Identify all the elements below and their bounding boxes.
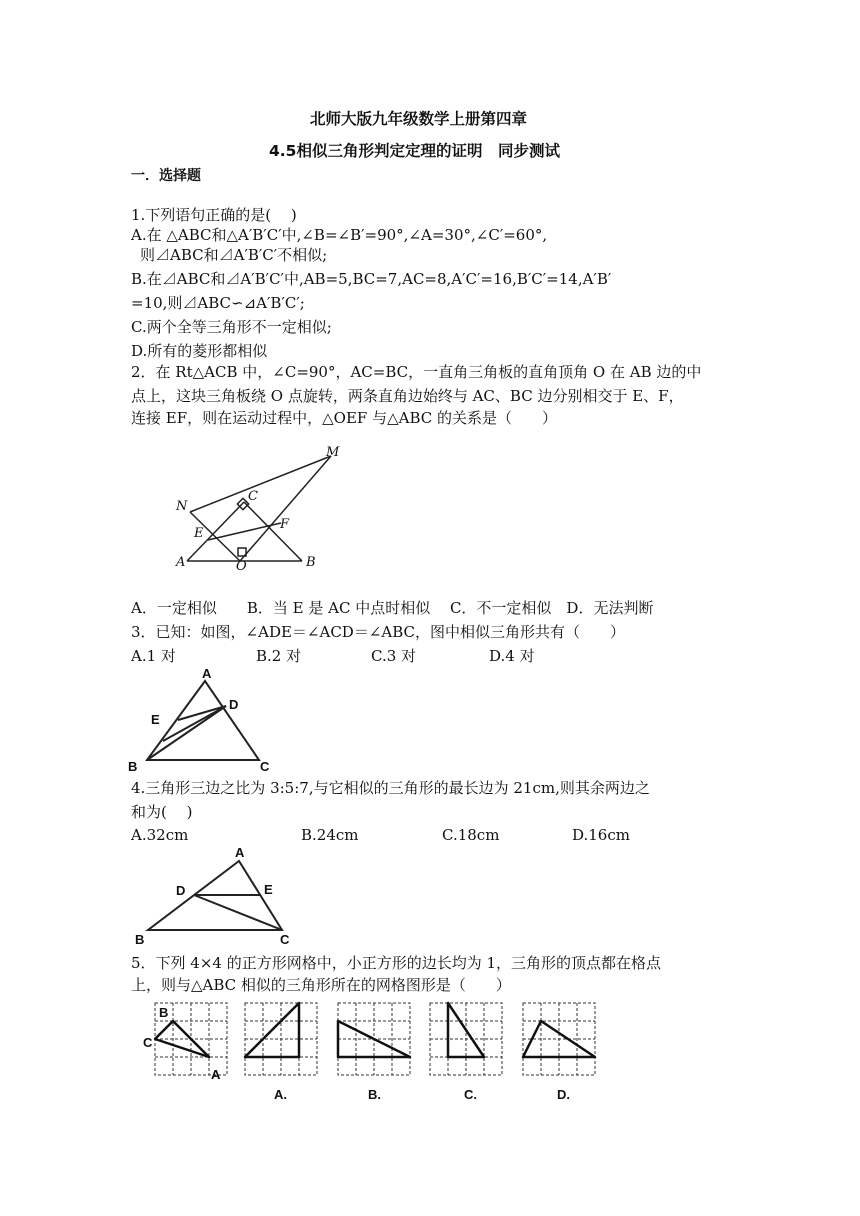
section-heading: 一．选择题 (131, 168, 201, 184)
q2-label-E: E (194, 526, 204, 541)
q3-option-d: D.4 对 (489, 647, 535, 665)
q2-label-A: A (176, 555, 186, 570)
q1-option-a-line1: A.在 △ABC和△A′B′C′中,∠B=∠B′=90°,∠A=30°,∠C′=60°, (131, 226, 548, 244)
q4-option-a: A.32cm (131, 826, 189, 844)
q5-label-C: C (143, 1035, 153, 1050)
q4-stem-line1: 4.三角形三边之比为 3:5:7,与它相似的三角形的最长边为 21cm,则其余两边之 (131, 779, 650, 797)
q5-label-A: A (211, 1067, 221, 1082)
q4-option-c: C.18cm (442, 826, 500, 844)
q5-grid-label-d: D. (557, 1087, 570, 1102)
q2-options: A．一定相似 B．当 E 是 AC 中点时相似 C．不一定相似 D．无法判断 (131, 599, 654, 617)
q5-stem-line2: 上，则与△ABC 相似的三角形所在的网格图形是（ ） (131, 976, 511, 994)
q5-grid-label-a: A. (274, 1087, 287, 1102)
q3-option-c: C.3 对 (371, 647, 417, 665)
q5-stem-line1: 5．下列 4×4 的正方形网格中，小正方形的边长均为 1，三角形的顶点都在格点 (131, 954, 662, 972)
q4-label-C: C (280, 932, 290, 947)
q3-label-C: C (260, 759, 270, 774)
q3-stem: 3．已知：如图，∠ADE＝∠ACD＝∠ABC，图中相似三角形共有（ ） (131, 623, 626, 641)
q1-stem: 1.下列语句正确的是( ) (131, 206, 297, 224)
q2-label-B: B (306, 555, 316, 570)
q2-label-M: M (326, 445, 340, 460)
q3-label-B: B (128, 759, 138, 774)
q2-label-F: F (280, 517, 290, 532)
q1-option-b-line2: =10,则⊿ABC∽⊿A′B′C′; (131, 294, 305, 312)
q4-label-A: A (235, 845, 245, 860)
q1-option-b-line1: B.在⊿ABC和⊿A′B′C′中,AB=5,BC=7,AC=8,A′C′=16,B′C′=14,A′B′ (131, 270, 612, 288)
q3-option-b: B.2 对 (256, 647, 302, 665)
q3-label-A: A (202, 666, 212, 681)
q4-stem-line2: 和为( ) (131, 803, 193, 821)
q5-label-B: B (159, 1005, 169, 1020)
q4-option-b: B.24cm (301, 826, 359, 844)
q2-stem-line3: 连接 EF，则在运动过程中，△OEF 与△ABC 的关系是（ ） (131, 409, 558, 427)
q2-label-O: O (236, 559, 247, 574)
q3-option-a: A.1 对 (131, 647, 176, 665)
q2-stem-line2: 点上，这块三角板绕 O 点旋转，两条直角边始终与 AC、BC 边分别相交于 E、F， (131, 387, 684, 405)
title-line-2: 4.5相似三角形判定定理的证明 同步测试 (269, 142, 560, 160)
q5-grid-label-b: B. (368, 1087, 381, 1102)
q1-option-d: D.所有的菱形都相似 (131, 342, 268, 360)
q1-option-a-line2: 则⊿ABC和⊿A′B′C′不相似; (140, 246, 328, 264)
q5-grid-label-c: C. (464, 1087, 477, 1102)
q2-label-N: N (176, 499, 188, 514)
q1-option-c: C.两个全等三角形不一定相似; (131, 318, 332, 336)
q3-label-E: E (151, 712, 160, 727)
q2-stem-line1: 2．在 Rt△ACB 中，∠C=90°，AC=BC，一直角三角板的直角顶角 O 在 AB 边的中 (131, 363, 702, 381)
q2-label-C: C (248, 489, 258, 504)
q4-option-d: D.16cm (572, 826, 630, 844)
q4-label-D: D (176, 883, 186, 898)
q3-label-D: D (229, 697, 239, 712)
q4-label-B: B (135, 932, 145, 947)
title-line-1: 北师大版九年级数学上册第四章 (310, 110, 528, 128)
q4-label-E: E (264, 882, 273, 897)
